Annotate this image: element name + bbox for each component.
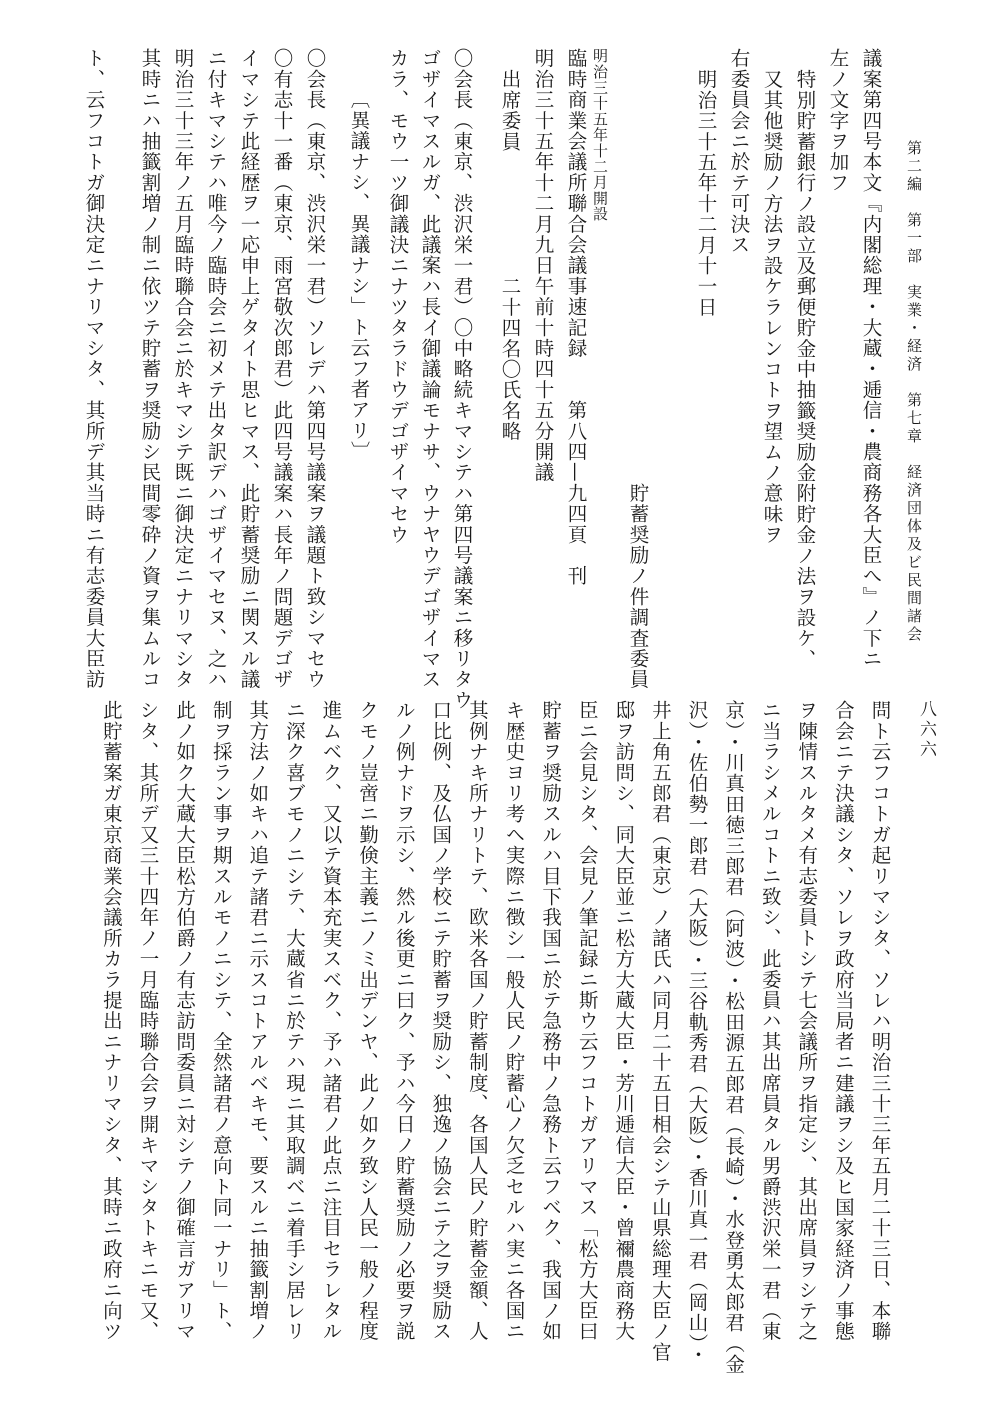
upper-column: 右委員会ニ於テ可決ス <box>727 48 751 255</box>
upper-column: 明治三十五年十二月開設 <box>591 48 609 222</box>
lower-column: ニ当ラシメルコトニ致シ、此委員ハ其出席員タル男爵渋沢栄一君（東 <box>758 700 782 1342</box>
upper-column: 〔異議ナシ、異議ナシ」ト云フ者アリ〕 <box>347 89 371 462</box>
upper-column: 特別貯蓄銀行ノ設立及郵便貯金中抽籤奨励金附貯金ノ法ヲ設ケ、 <box>793 68 817 669</box>
upper-column: 明治三十五年十二月十一日 <box>694 68 718 318</box>
upper-column: 左ノ文字ヲ加フ <box>826 48 850 193</box>
upper-column: カラ、モウ一ツ御議決ニナツタラドウデゴザイマセウ <box>386 48 410 545</box>
page-number: 八六六 <box>916 700 936 760</box>
lower-column: 其例ナキ所ナリトテ、欧米各国ノ貯蓄制度、各国人民ノ貯蓄金額、人 <box>465 700 489 1342</box>
lower-column: 此ノ如ク大蔵大臣松方伯爵ノ有志訪問委員ニ対シテノ御確言ガアリマ <box>173 700 197 1342</box>
upper-column: 明治三十三年ノ五月臨時聯合会ニ於キマシテ既ニ御決定ニナリマシタ <box>171 48 195 690</box>
upper-column: 明治三十五年十二月九日午前十時四十五分開議 <box>531 48 555 483</box>
lower-column: 井上角五郎君（東京）ノ諸氏ハ同月二十五日相会シテ山県総理大臣ノ官 <box>648 700 672 1363</box>
lower-column: 臣ニ会見シタ、会見ノ筆記録ニ斯ウ云フコトガアリマス「松方大臣曰 <box>575 700 599 1342</box>
upper-column: 貯蓄奨励ノ件調査委員 <box>626 48 650 690</box>
upper-column: 〇有志十一番（東京、雨宮敬次郎君）此四号議案ハ長年ノ問題デゴザ <box>270 48 294 690</box>
lower-column: 其方法ノ如キハ追テ諸君ニ示スコトアルベキモ、要スルニ抽籤割増ノ <box>246 700 270 1342</box>
lower-column: クモノ豈啻ニ勤倹主義ニノミ出デンヤ、此ノ如ク致シ人民一般ノ程度 <box>356 700 380 1342</box>
upper-column: 〇会長（東京、渋沢栄一君）〇中略続キマシテハ第四号議案ニ移リタウ <box>450 48 474 711</box>
upper-column: ニ付キマシテハ唯今ノ臨時会ニ初メテ出タ訳デハゴザイマセヌ、之ハ <box>204 48 228 690</box>
lower-column: 京）・川真田徳三郎君（阿波）・松田源五郎君（長崎）・水登勇太郎君（金 <box>722 700 746 1375</box>
lower-column: ルノ例ナドヲ示シ、然ル後更ニ曰ク、予ハ今日ノ貯蓄奨励ノ必要ヲ説 <box>392 700 416 1342</box>
upper-column: 臨時商業会議所聯合会議事速記録 第八四—九四頁 刊 <box>564 48 588 587</box>
lower-column: 問ト云フコトガ起リマシタ、ソレハ明治三十三年五月二十三日、本聯 <box>868 700 892 1342</box>
lower-column: ヲ陳情スルタメ有志委員トシテ七会議所ヲ指定シ、其出席員ヲシテ之 <box>795 700 819 1342</box>
lower-column: シタ、其所デ又三十四年ノ一月臨時聯合会ヲ開キマシタトキニモ又、 <box>136 700 160 1342</box>
upper-column: 其時ニハ抽籤割増ノ制ニ依ツテ貯蓄ヲ奨励シ民間零砕ノ資ヲ集ムルコ <box>138 48 162 690</box>
lower-column: 貯蓄ヲ奨励スルハ目下我国ニ於テ急務中ノ急務ト云フベク、我国ノ如 <box>539 700 563 1342</box>
upper-column: 議案第四号本文『内閣総理・大蔵・逓信・農商務各大臣へ』ノ下ニ <box>859 48 883 669</box>
lower-column: 制ヲ採ラン事ヲ期スルモノニシテ、全然諸君ノ意向ト同一ナリ」ト、 <box>209 700 233 1342</box>
upper-column: ゴザイマスルガ、此議案ハ長イ御議論モナサ、ウナヤウデゴザイマス <box>418 48 442 690</box>
upper-column: イマシテ此経歴ヲ一応申上ゲタイト思ヒマス、此貯蓄奨励ニ関スル議 <box>237 48 261 690</box>
lower-column: 此貯蓄案ガ東京商業会議所カラ提出ニナリマシタ、其時ニ政府ニ向ツ <box>99 700 123 1342</box>
lower-column: 邸ヲ訪問シ、同大臣並ニ松方大蔵大臣・芳川逓信大臣・曾禰農商務大 <box>612 700 636 1342</box>
upper-column: 又其他奨励ノ方法ヲ設ケラレンコトヲ望ムノ意味ヲ <box>760 68 784 545</box>
lower-column: 合会ニテ決議シタ、ソレヲ政府当局者ニ建議ヲシ及ヒ国家経済ノ事態 <box>831 700 855 1342</box>
lower-column: ニ深ク喜ブモノニシテ、大蔵省ニ於テハ現ニ其取調ベニ着手シ居レリ <box>282 700 306 1342</box>
lower-column: 口比例、及仏国ノ学校ニテ貯蓄ヲ奨励シ、独逸ノ協会ニテ之ヲ奨励ス <box>429 700 453 1342</box>
running-head: 第二編 第一部 実業・経済 第七章 経済団体及ビ民間諸会 <box>905 140 923 644</box>
lower-column: 沢）・佐伯勢一郎君（大阪）・三谷軌秀君（大阪）・香川真一君（岡山）・ <box>685 700 709 1365</box>
upper-column: ト、云フコトガ御決定ニナリマシタ、其所デ其当時ニ有志委員大臣訪 <box>82 48 106 690</box>
lower-column: 進ムベク、又以テ資本充実スベク、予ハ諸君ノ此点ニ注目セラレタル <box>319 700 343 1342</box>
upper-column: 出席委員 二十四名〇氏名略 <box>498 68 522 442</box>
lower-column: キ歴史ヨリ考ヘ実際ニ徴シ一般人民ノ貯蓄心ノ欠乏セルハ実ニ各国ニ <box>502 700 526 1342</box>
upper-column: 〇会長（東京、渋沢栄一君）ソレデハ第四号議案ヲ議題ト致シマセウ <box>303 48 327 690</box>
